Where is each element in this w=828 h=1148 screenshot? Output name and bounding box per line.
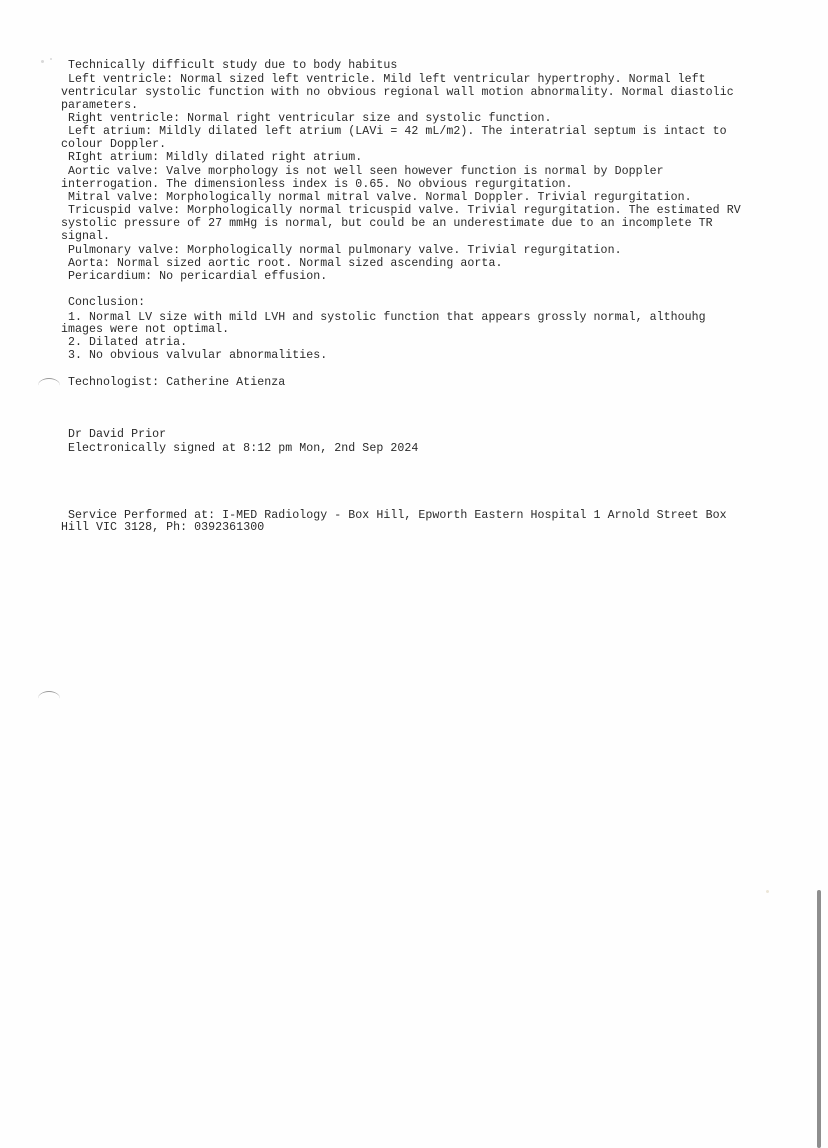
report-line-tricuspid-valve-cont2: signal. xyxy=(61,230,111,243)
report-line-aorta: Aorta: Normal sized aortic root. Normal sized ascending aorta. xyxy=(68,257,503,270)
report-line-right-atrium: RIght atrium: Mildly dilated right atrium. xyxy=(68,151,363,164)
technologist-line: Technologist: Catherine Atienza xyxy=(68,376,286,389)
report-line-habitus: Technically difficult study due to body habitus xyxy=(68,59,398,72)
report-line-mitral-valve: Mitral valve: Morphologically normal mitral valve. Normal Doppler. Trivial regurgitation. xyxy=(68,191,692,204)
service-location: Service Performed at: I-MED Radiology - Box Hill, Epworth Eastern Hospital 1 Arnold Street Box xyxy=(68,509,727,522)
report-line-left-atrium: Left atrium: Mildly dilated left atrium (LAVi = 42 mL/m2). The interatrial septum is intact to xyxy=(68,125,727,138)
report-line-aortic-valve-cont: interrogation. The dimensionless index is 0.65. No obvious regurgitation. xyxy=(61,178,573,191)
scan-speck xyxy=(41,60,44,63)
punch-hole-mark xyxy=(38,691,60,706)
scrollbar-thumb[interactable] xyxy=(817,890,821,1148)
conclusion-item-1: 1. Normal LV size with mild LVH and systolic function that appears grossly normal, althouhg xyxy=(68,311,706,324)
service-location-cont: Hill VIC 3128, Ph: 0392361300 xyxy=(61,521,265,534)
scan-speck xyxy=(766,890,769,893)
report-line-left-ventricle: Left ventricle: Normal sized left ventricle. Mild left ventricular hypertrophy. Normal left xyxy=(68,73,706,86)
report-line-left-ventricle-cont: ventricular systolic function with no obvious regional wall motion abnormality. Normal diastolic xyxy=(61,86,734,99)
report-line-left-ventricle-cont2: parameters. xyxy=(61,99,139,112)
conclusion-item-1-cont: images were not optimal. xyxy=(61,323,230,336)
report-line-tricuspid-valve: Tricuspid valve: Morphologically normal tricuspid valve. Trivial regurgitation. The estimated RV xyxy=(68,204,741,217)
conclusion-heading: Conclusion: xyxy=(68,296,146,309)
report-line-pulmonary-valve: Pulmonary valve: Morphologically normal pulmonary valve. Trivial regurgitation. xyxy=(68,244,622,257)
report-line-pericardium: Pericardium: No pericardial effusion. xyxy=(68,270,328,283)
report-line-tricuspid-valve-cont: systolic pressure of 27 mmHg is normal, but could be an underestimate due to an incomplete TR xyxy=(61,217,713,230)
scan-speck xyxy=(50,58,52,60)
report-line-aortic-valve: Aortic valve: Valve morphology is not well seen however function is normal by Doppler xyxy=(68,165,664,178)
punch-hole-mark xyxy=(38,378,60,393)
report-line-left-atrium-cont: colour Doppler. xyxy=(61,138,167,151)
electronic-signature: Electronically signed at 8:12 pm Mon, 2nd Sep 2024 xyxy=(68,442,419,455)
doctor-name: Dr David Prior xyxy=(68,428,167,441)
conclusion-item-2: 2. Dilated atria. xyxy=(68,336,188,349)
report-line-right-ventricle: Right ventricle: Normal right ventricular size and systolic function. xyxy=(68,112,552,125)
conclusion-item-3: 3. No obvious valvular abnormalities. xyxy=(68,349,328,362)
